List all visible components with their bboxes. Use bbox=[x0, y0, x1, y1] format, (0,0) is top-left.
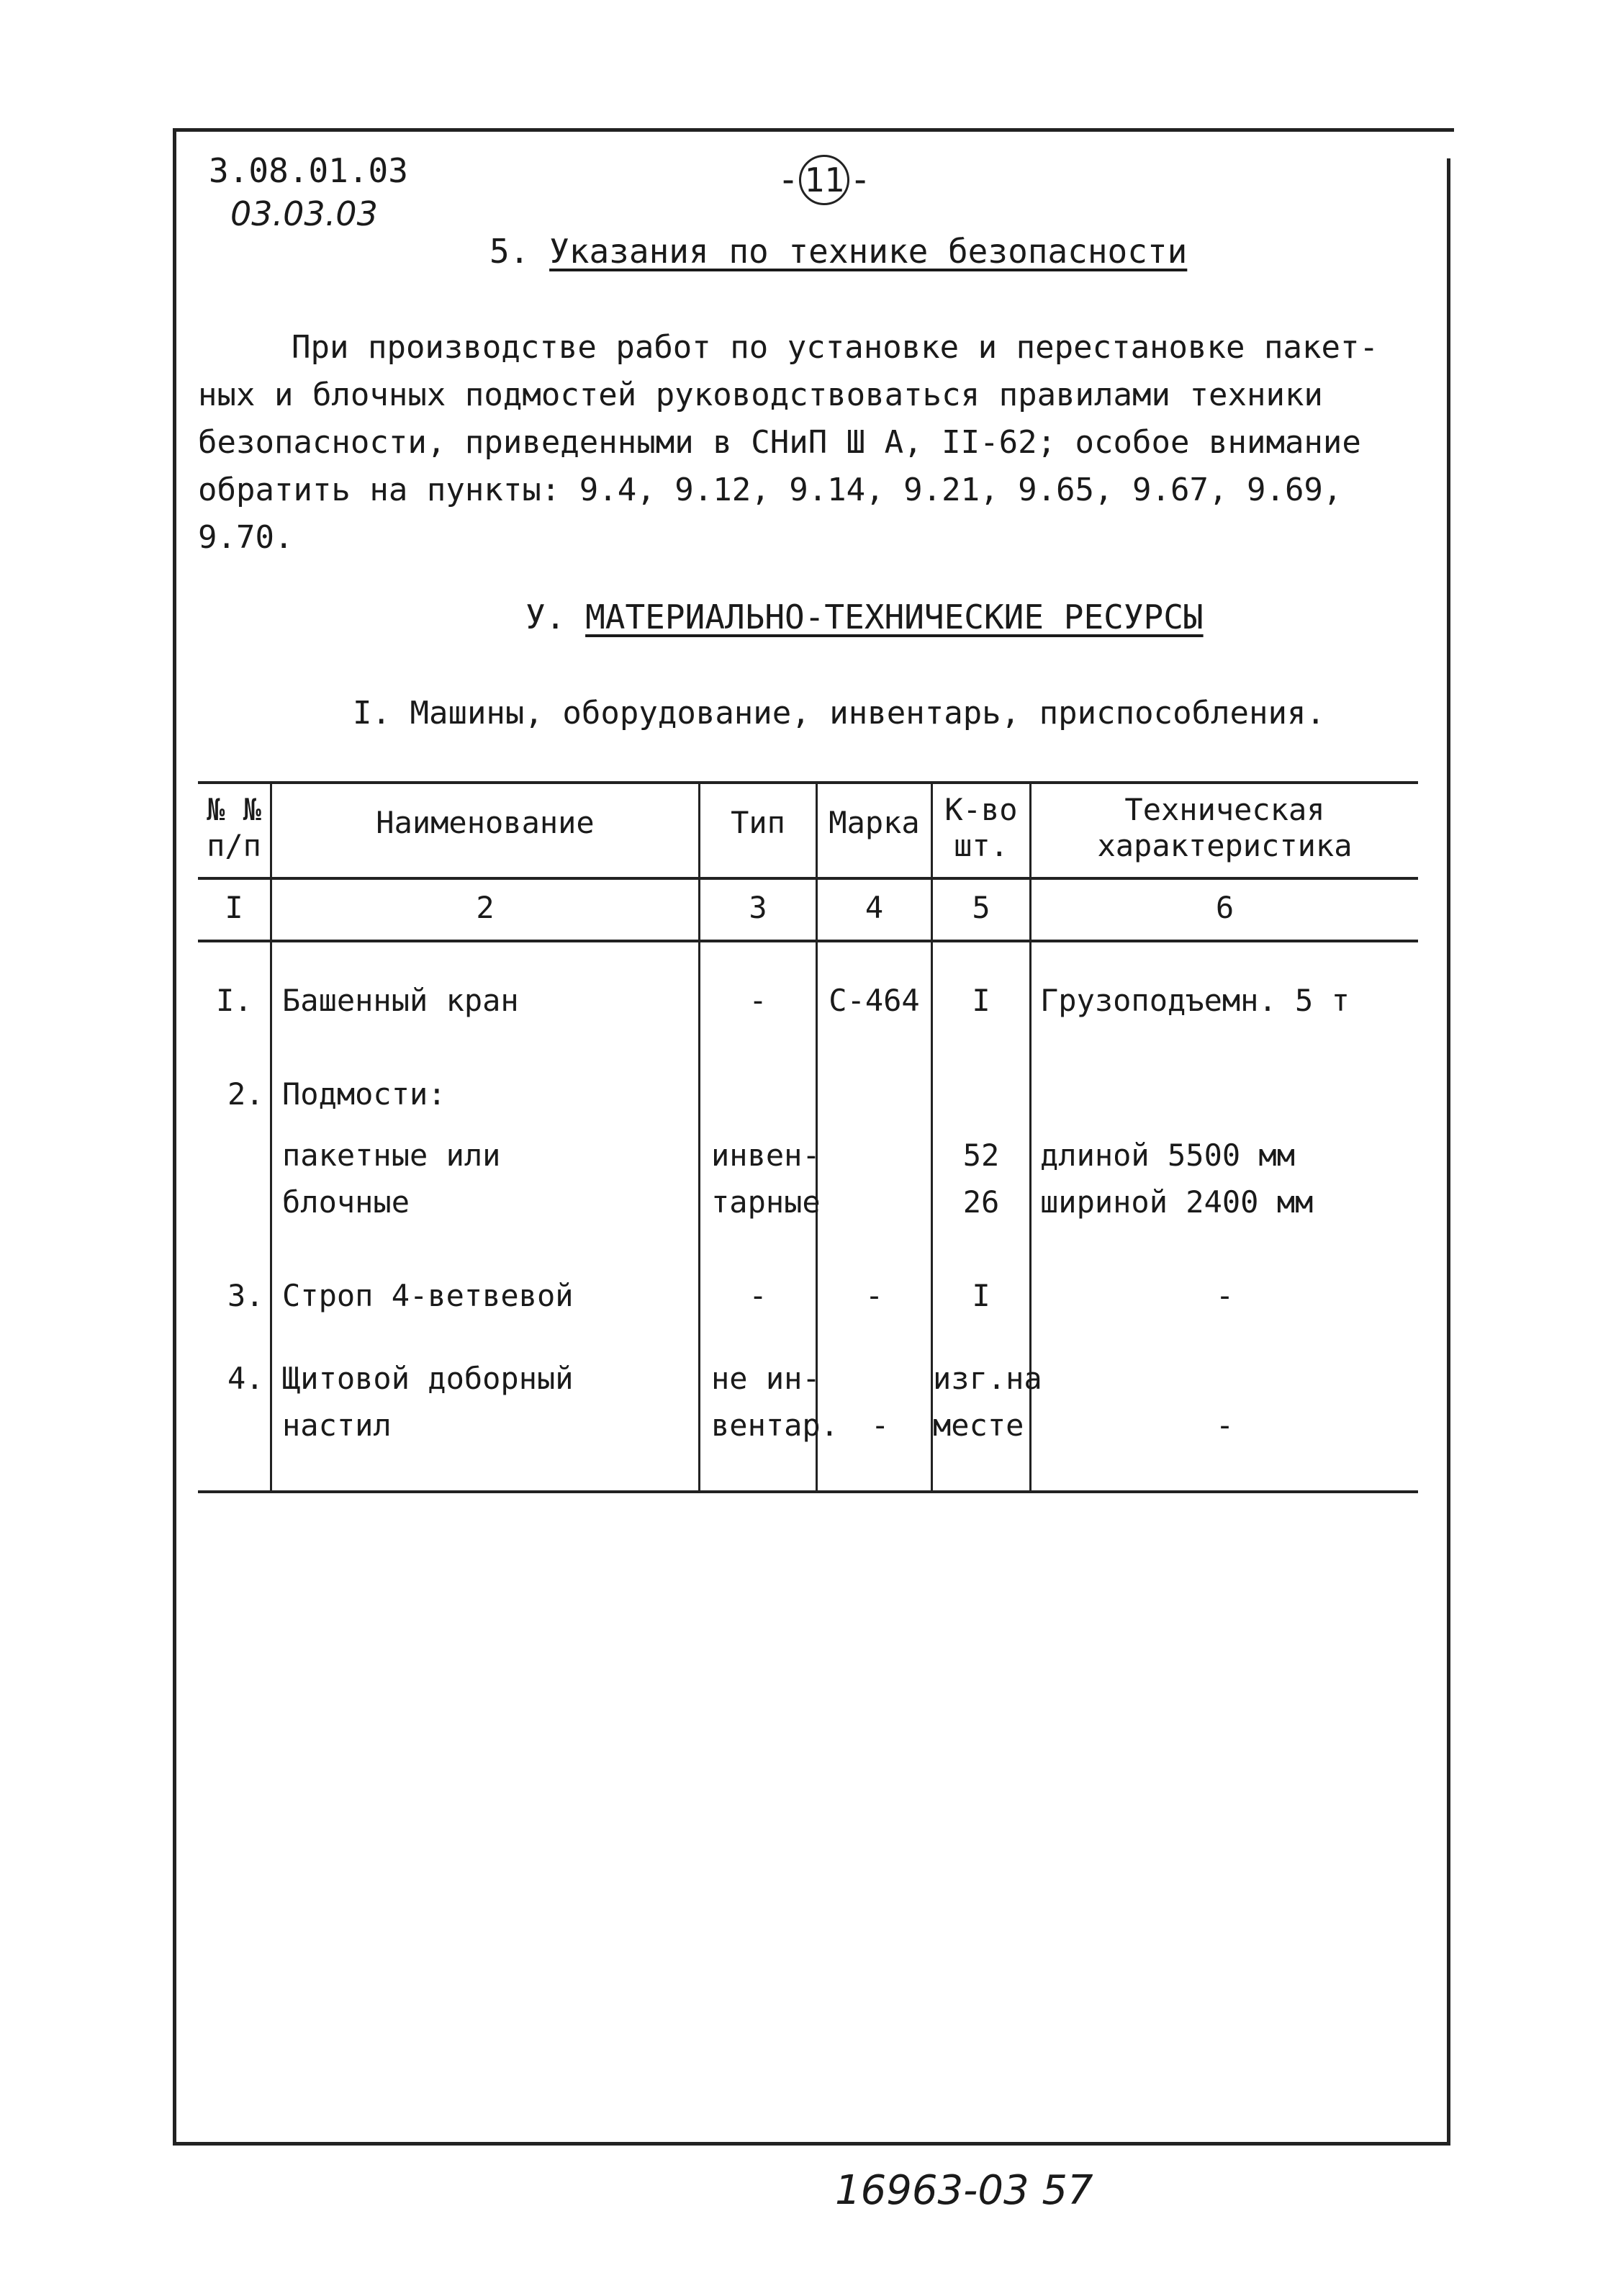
page-number-circle: 11 bbox=[799, 155, 849, 205]
paragraph-line: При производстве работ по установке и перестановке пакет- bbox=[292, 329, 1378, 366]
resources-title-text: МАТЕРИАЛЬНО-ТЕХНИЧЕСКИЕ РЕСУРСЫ bbox=[585, 598, 1204, 636]
resources-subtitle: I. Машины, оборудование, инвентарь, приспособления. bbox=[353, 695, 1326, 731]
row-2-tech-a: длиной 5500 мм bbox=[1040, 1138, 1296, 1173]
header-qty-1: К-во bbox=[944, 792, 1018, 827]
table-col-divider bbox=[698, 781, 700, 1490]
row-2-qty-a: 52 bbox=[962, 1138, 1000, 1173]
resources-number: У. bbox=[525, 598, 566, 636]
frame-bottom-border bbox=[173, 2142, 1450, 2146]
section-5-number: 5. bbox=[489, 232, 530, 271]
row-2-type-b: тарные bbox=[711, 1184, 821, 1220]
row-4-qty-a: изг.на bbox=[933, 1361, 1042, 1396]
header-num-2: п/п bbox=[207, 828, 261, 863]
header-num-1: № № bbox=[207, 792, 261, 827]
header-qty-2: шт. bbox=[954, 828, 1008, 863]
row-2-tech-b: шириной 2400 мм bbox=[1040, 1184, 1314, 1220]
frame-right-border bbox=[1447, 158, 1450, 2146]
header-name: Наименование bbox=[376, 805, 595, 840]
section-5-title-text: Указания по технике безопасности bbox=[549, 232, 1188, 271]
row-1-qty: I bbox=[972, 983, 990, 1018]
row-4-type-a: не ин- bbox=[711, 1361, 821, 1396]
frame-left-border bbox=[173, 128, 176, 2144]
row-1-tech: Грузоподъемн. 5 т bbox=[1040, 983, 1350, 1018]
row-3-name: Строп 4-ветвевой bbox=[282, 1278, 574, 1313]
row-2-name-a: пакетные или bbox=[282, 1138, 501, 1173]
row-3-qty: I bbox=[972, 1278, 990, 1313]
col-number: 6 bbox=[1215, 890, 1234, 925]
header-tech-2: характеристика bbox=[1097, 828, 1353, 863]
row-2-type-a: инвен- bbox=[711, 1138, 821, 1173]
col-number: 3 bbox=[749, 890, 767, 925]
row-4-tech: - bbox=[1215, 1408, 1234, 1443]
row-4-name-a: Щитовой доборный bbox=[282, 1361, 574, 1396]
table-rule-numbers bbox=[198, 940, 1418, 942]
row-1-name: Башенный кран bbox=[282, 983, 519, 1018]
row-3-type: - bbox=[749, 1278, 767, 1313]
frame-top-border bbox=[173, 128, 1454, 132]
row-3-num: 3. bbox=[227, 1278, 264, 1313]
row-2-num: 2. bbox=[227, 1076, 264, 1112]
page-dash-left: - bbox=[777, 158, 800, 200]
row-1-mark: С-464 bbox=[829, 983, 920, 1018]
row-4-mark: - bbox=[871, 1408, 890, 1443]
row-3-tech: - bbox=[1215, 1278, 1234, 1313]
row-1-num: I. bbox=[216, 983, 253, 1018]
page-dash-right: - bbox=[849, 158, 872, 200]
table-rule-bottom bbox=[198, 1490, 1418, 1493]
row-4-qty-b: месте bbox=[933, 1408, 1024, 1443]
header-mark: Марка bbox=[829, 805, 920, 840]
col-number: 5 bbox=[972, 890, 990, 925]
table-rule-header bbox=[198, 877, 1418, 880]
document-code-handwritten: 03.03.03 bbox=[230, 194, 378, 233]
col-number: 4 bbox=[865, 890, 884, 925]
section-5-paragraph bbox=[198, 324, 1422, 562]
row-3-mark: - bbox=[865, 1278, 884, 1313]
document-code: 3.08.01.03 bbox=[209, 151, 408, 190]
row-2-qty-b: 26 bbox=[962, 1184, 1000, 1220]
row-2-name-b: блочные bbox=[282, 1184, 410, 1220]
section-5-title bbox=[489, 232, 1187, 271]
row-1-type: - bbox=[749, 983, 767, 1018]
resources-title bbox=[525, 598, 1204, 636]
table-rule-top bbox=[198, 781, 1418, 784]
row-4-name-b: настил bbox=[282, 1408, 392, 1443]
row-4-type-b: вентар. bbox=[711, 1408, 839, 1443]
col-number: 2 bbox=[476, 890, 495, 925]
paragraph-line: ных и блочных подмостей руководствоваться правилами техники bbox=[198, 377, 1323, 413]
header-type: Тип bbox=[731, 805, 785, 840]
paragraph-line: обратить на пункты: 9.4, 9.12, 9.14, 9.21, 9.65, 9.67, 9.69, bbox=[198, 472, 1342, 508]
table-col-divider bbox=[270, 781, 272, 1490]
page-number bbox=[777, 155, 871, 205]
header-tech-1: Техническая bbox=[1124, 792, 1325, 827]
col-number: I bbox=[225, 890, 243, 925]
row-4-num: 4. bbox=[227, 1361, 264, 1396]
paragraph-line: 9.70. bbox=[198, 519, 294, 556]
paragraph-line: безопасности, приведенными в СНиП Ш А, II-62; особое внимание bbox=[198, 424, 1361, 461]
footer-handwritten-number: 16963-03 57 bbox=[835, 2167, 1093, 2214]
row-2-name: Подмости: bbox=[282, 1076, 446, 1112]
